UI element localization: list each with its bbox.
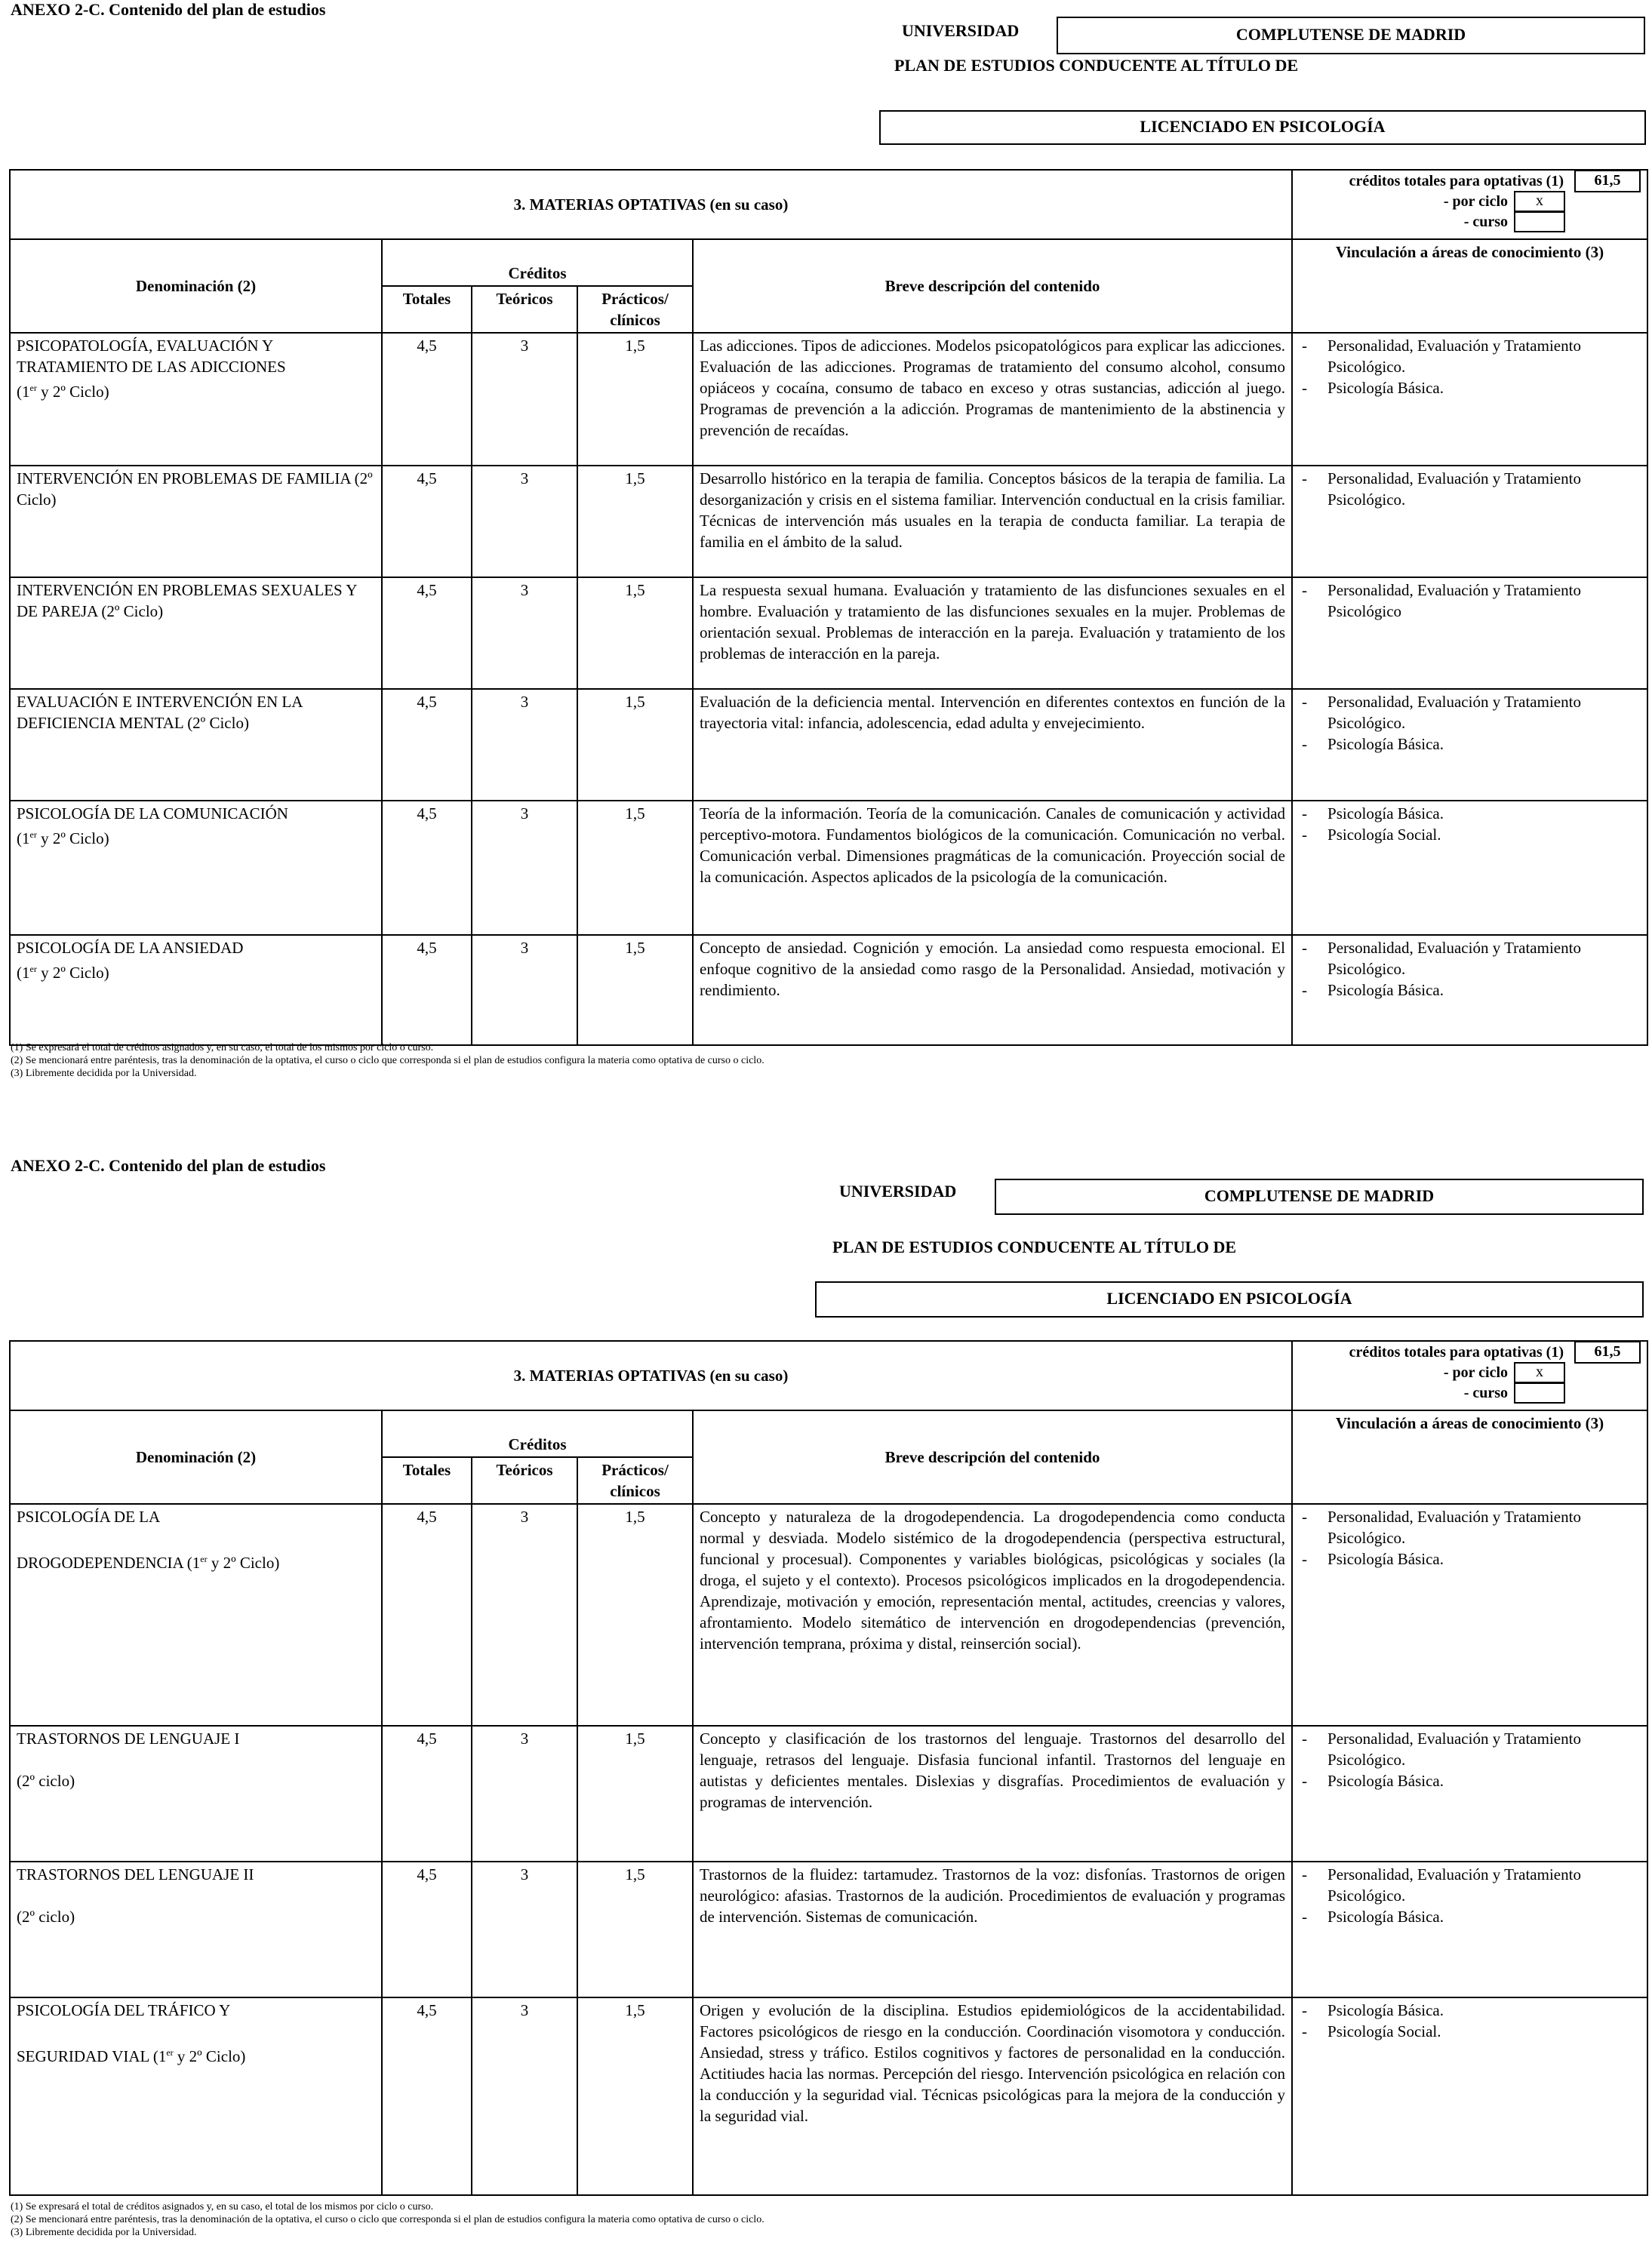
practicos: 1,5: [577, 333, 693, 466]
footnote: (3) Libremente decidida por la Universidad.: [11, 2227, 197, 2238]
totales: 4,5: [382, 333, 472, 466]
teoricos: 3: [472, 1504, 577, 1726]
descripcion: Concepto y clasificación de los trastornos del lenguaje. Trastornos del desarrollo del lenguaje, retrasos del lenguaje. Disfasia funcional infantil. Trastornos del lenguaje en autistas y deficientes mentales. Dislexias y disgrafías. Procedimientos de evaluación y programas de intervención.: [693, 1726, 1292, 1862]
practicos: 1,5: [577, 935, 693, 1045]
page-2: [0, 1155, 1652, 2254]
creditos-totales-label: créditos totales para optativas (1): [1349, 172, 1564, 189]
optativas-table: [9, 1340, 1648, 2196]
footnote: (2) Se mencionará entre paréntesis, tras la denominación de la optativa, el curso o ciclo que corresponda si el plan de estudios configura la materia como optativa de curso o ciclo.: [11, 2214, 764, 2225]
curso-value: [1514, 1382, 1565, 1404]
area: - Psicología Básica.: [1299, 1906, 1641, 1927]
materia-name: TRASTORNOS DEL LENGUAJE II: [17, 1865, 254, 1883]
creditos-box: [1292, 170, 1647, 239]
teoricos: 3: [472, 1726, 577, 1862]
col-teoricos: Teóricos: [472, 286, 577, 333]
col-practicos: Prácticos/ clínicos: [577, 286, 693, 333]
totales: 4,5: [382, 689, 472, 801]
footnote: (1) Se expresará el total de créditos asignados y, en su caso, el total de los mismos por ciclo o curso.: [11, 2201, 434, 2212]
page-1: [0, 0, 1652, 1094]
col-vinculacion: Vinculación a áreas de conocimiento (3): [1292, 239, 1647, 333]
col-denominacion: Denominación (2): [10, 239, 382, 333]
table-row: [10, 1862, 1647, 1997]
teoricos: 3: [472, 801, 577, 935]
practicos: 1,5: [577, 466, 693, 577]
area: - Psicología Básica.: [1299, 377, 1641, 398]
col-creditos: Créditos: [382, 239, 693, 286]
col-vinculacion: Vinculación a áreas de conocimiento (3): [1292, 1410, 1647, 1504]
plan-label: PLAN DE ESTUDIOS CONDUCENTE AL TÍTULO DE: [894, 56, 1299, 75]
table-row: [10, 1726, 1647, 1862]
curso-value: [1514, 211, 1565, 232]
col-descripcion: Breve descripción del contenido: [693, 239, 1292, 333]
teoricos: 3: [472, 577, 577, 689]
practicos: 1,5: [577, 1726, 693, 1862]
universidad-label: UNIVERSIDAD: [902, 21, 1020, 40]
por-ciclo-value: x: [1514, 191, 1565, 212]
table-row: [10, 1997, 1647, 2195]
area: - Psicología Social.: [1299, 824, 1641, 845]
universidad-value: COMPLUTENSE DE MADRID: [1057, 17, 1645, 54]
materia-name: PSICOLOGÍA DE LA: [17, 1508, 161, 1526]
area: - Personalidad, Evaluación y Tratamiento Psicológico.: [1299, 468, 1641, 510]
area: - Psicología Básica.: [1299, 2000, 1641, 2021]
section-title: 3. MATERIAS OPTATIVAS (en su caso): [10, 170, 1292, 239]
practicos: 1,5: [577, 1504, 693, 1726]
area: - Psicología Básica.: [1299, 979, 1641, 1001]
descripcion: Origen y evolución de la disciplina. Estudios epidemiológicos de la accidentabilidad. Factores psicológicos de riesgo en la conducción. Coordinación visomotora y conducción. Ansiedad, stress y tráfico. Estilos cognitivos y factores de personalidad en la conducción. Actitiudes hacia las normas. Percepción del riesgo. Intervención psicológica en relación con la conducción y la seguridad vial. Técnicas psicológicas para la mejora de la conducción y la seguridad vial.: [693, 1997, 1292, 2195]
anexo-heading: ANEXO 2-C. Contenido del plan de estudios: [11, 0, 326, 19]
col-totales: Totales: [382, 1457, 472, 1504]
materia-cycle: DROGODEPENDENCIA (1er y 2º Ciclo): [17, 1554, 280, 1572]
materia-name: PSICOPATOLOGÍA, EVALUACIÓN Y TRATAMIENTO DE LAS ADICCIONES: [17, 337, 286, 376]
teoricos: 3: [472, 1862, 577, 1997]
footnotes: [11, 2200, 764, 2239]
materia-name: EVALUACIÓN E INTERVENCIÓN EN LA DEFICIENCIA MENTAL (2º Ciclo): [17, 693, 303, 732]
totales: 4,5: [382, 466, 472, 577]
practicos: 1,5: [577, 577, 693, 689]
footnote: (3) Libremente decidida por la Universidad.: [11, 1068, 197, 1079]
materia-name: PSICOLOGÍA DE LA COMUNICACIÓN: [17, 804, 288, 823]
footnote: (1) Se expresará el total de créditos asignados y, en su caso, el total de los mismos por ciclo o curso.: [11, 1042, 434, 1053]
teoricos: 3: [472, 1997, 577, 2195]
table-row: [10, 466, 1647, 577]
materia-name: PSICOLOGÍA DEL TRÁFICO Y: [17, 2001, 231, 2019]
titulo-box: LICENCIADO EN PSICOLOGÍA: [879, 110, 1646, 145]
practicos: 1,5: [577, 689, 693, 801]
practicos: 1,5: [577, 801, 693, 935]
practicos: 1,5: [577, 1997, 693, 2195]
creditos-totales-value: 61,5: [1574, 170, 1641, 192]
materia-name: TRASTORNOS DE LENGUAJE I: [17, 1730, 240, 1748]
area: - Personalidad, Evaluación y Tratamiento Psicológico: [1299, 580, 1641, 622]
col-teoricos: Teóricos: [472, 1457, 577, 1504]
totales: 4,5: [382, 577, 472, 689]
materia-name: INTERVENCIÓN EN PROBLEMAS SEXUALES Y DE PAREJA (2º Ciclo): [17, 581, 357, 620]
descripcion: Las adicciones. Tipos de adicciones. Modelos psicopatológicos para explicar las adicciones. Evaluación de las adicciones. Programas de tratamiento del consumo alcohol, consumo opiáceos y cocaína, consumo de tabaco en exceso y otras sustancias, adicción al juego. Programas de prevención a la adicción. Programas de mantenimiento de la abstinencia y prevención de recaídas.: [693, 333, 1292, 466]
teoricos: 3: [472, 935, 577, 1045]
practicos: 1,5: [577, 1862, 693, 1997]
totales: 4,5: [382, 1997, 472, 2195]
area: - Psicología Básica.: [1299, 803, 1641, 824]
plan-label: PLAN DE ESTUDIOS CONDUCENTE AL TÍTULO DE: [832, 1238, 1237, 1256]
universidad-value: COMPLUTENSE DE MADRID: [995, 1179, 1644, 1215]
footnote: (2) Se mencionará entre paréntesis, tras la denominación de la optativa, el curso o ciclo que corresponda si el plan de estudios configura la materia como optativa de curso o ciclo.: [11, 1055, 764, 1066]
universidad-label: UNIVERSIDAD: [839, 1182, 957, 1201]
descripcion: Desarrollo histórico en la terapia de familia. Conceptos básicos de la terapia de familia. La desorganización y crisis en el sistema familiar. Intervención conductual en la crisis familiar. Técnicas de intervención más usuales en la terapia de conducta familiar. La terapia de familia en el ámbito de la salud.: [693, 466, 1292, 577]
table-row: [10, 801, 1647, 935]
area: - Personalidad, Evaluación y Tratamiento Psicológico.: [1299, 1728, 1641, 1770]
col-creditos: Créditos: [382, 1410, 693, 1457]
descripcion: Teoría de la información. Teoría de la comunicación. Canales de comunicación y actividad perceptivo-motora. Fundamentos biológicos de la comunicación. Comunicación no verbal. Comunicación verbal. Dimensiones pragmáticas de la comunicación. Proyección social de la comunicación. Aspectos aplicados de la psicología de la comunicación.: [693, 801, 1292, 935]
area: - Personalidad, Evaluación y Tratamiento Psicológico.: [1299, 335, 1641, 377]
curso-label: - curso: [1463, 1384, 1509, 1401]
area: - Personalidad, Evaluación y Tratamiento Psicológico.: [1299, 1864, 1641, 1906]
area: - Personalidad, Evaluación y Tratamiento Psicológico.: [1299, 691, 1641, 733]
table-row: [10, 1504, 1647, 1726]
materia-cycle: (1er y 2º Ciclo): [17, 964, 109, 982]
totales: 4,5: [382, 1504, 472, 1726]
descripcion: Concepto de ansiedad. Cognición y emoción. La ansiedad como respuesta emocional. El enfoque cognitivo de la ansiedad como rasgo de la Personalidad. Ansiedad, motivación y rendimiento.: [693, 935, 1292, 1045]
descripcion: Concepto y naturaleza de la drogodependencia. La drogodependencia como conducta normal y desviada. Modelo sistémico de la drogodependencia (perspectiva estructural, funcional y procesual). Componentes y variables biológicas, psicológicas y sociales (la droga, el sujeto y el contexto). Procesos psicológicos implicados en la drogodependencia. Aprendizaje, motivación y emoción, representación mental, actitudes, creencias y valores, afrontamiento. Modelo sitemático de intervención en drogodependencias (prevención, intervención temprana, próxima y distal, reinserción social).: [693, 1504, 1292, 1726]
col-descripcion: Breve descripción del contenido: [693, 1410, 1292, 1504]
totales: 4,5: [382, 1726, 472, 1862]
area: - Psicología Básica.: [1299, 1548, 1641, 1570]
area: - Psicología Social.: [1299, 2021, 1641, 2042]
anexo-heading: ANEXO 2-C. Contenido del plan de estudios: [11, 1156, 326, 1175]
materia-name: PSICOLOGÍA DE LA ANSIEDAD: [17, 939, 244, 957]
creditos-totales-value: 61,5: [1574, 1341, 1641, 1364]
creditos-totales-label: créditos totales para optativas (1): [1349, 1343, 1564, 1361]
titulo-box: LICENCIADO EN PSICOLOGÍA: [815, 1281, 1644, 1318]
optativas-table: [9, 169, 1648, 1046]
totales: 4,5: [382, 935, 472, 1045]
area: - Psicología Básica.: [1299, 1770, 1641, 1791]
materia-cycle: (2º ciclo): [17, 1772, 75, 1790]
col-denominacion: Denominación (2): [10, 1410, 382, 1504]
area: - Personalidad, Evaluación y Tratamiento Psicológico.: [1299, 1506, 1641, 1548]
por-ciclo-label: - por ciclo: [1443, 192, 1509, 210]
materia-cycle: SEGURIDAD VIAL (1er y 2º Ciclo): [17, 2047, 246, 2065]
area: - Psicología Básica.: [1299, 733, 1641, 755]
footnotes: [11, 1041, 764, 1080]
table-row: [10, 689, 1647, 801]
descripcion: La respuesta sexual humana. Evaluación y tratamiento de las disfunciones sexuales en el hombre. Evaluación y tratamiento de las disfunciones sexuales en la mujer. Problemas de orientación sexual. Problemas de interacción en la pareja. Evaluación y tratamiento de los problemas de interacción en la pareja.: [693, 577, 1292, 689]
materia-cycle: (1er y 2º Ciclo): [17, 383, 109, 401]
teoricos: 3: [472, 689, 577, 801]
table-row: [10, 577, 1647, 689]
area: - Personalidad, Evaluación y Tratamiento Psicológico.: [1299, 937, 1641, 979]
col-totales: Totales: [382, 286, 472, 333]
table-row: [10, 333, 1647, 466]
materia-name: INTERVENCIÓN EN PROBLEMAS DE FAMILIA (2º Ciclo): [17, 469, 373, 509]
totales: 4,5: [382, 1862, 472, 1997]
por-ciclo-value: x: [1514, 1362, 1565, 1383]
materia-cycle: (1er y 2º Ciclo): [17, 829, 109, 847]
section-title: 3. MATERIAS OPTATIVAS (en su caso): [10, 1341, 1292, 1410]
teoricos: 3: [472, 466, 577, 577]
col-practicos: Prácticos/ clínicos: [577, 1457, 693, 1504]
creditos-box: [1292, 1341, 1647, 1410]
materia-cycle: (2º ciclo): [17, 1908, 75, 1926]
descripcion: Evaluación de la deficiencia mental. Intervención en diferentes contextos en función de la trayectoria vital: infancia, adolescencia, edad adulta y envejecimiento.: [693, 689, 1292, 801]
por-ciclo-label: - por ciclo: [1443, 1364, 1509, 1381]
curso-label: - curso: [1463, 213, 1509, 230]
teoricos: 3: [472, 333, 577, 466]
totales: 4,5: [382, 801, 472, 935]
table-row: [10, 935, 1647, 1045]
descripcion: Trastornos de la fluidez: tartamudez. Trastornos de la voz: disfonías. Trastornos de origen neurológico: afasias. Trastornos de la audición. Procedimientos de evaluación y programas de intervención. Sistemas de comunicación.: [693, 1862, 1292, 1997]
